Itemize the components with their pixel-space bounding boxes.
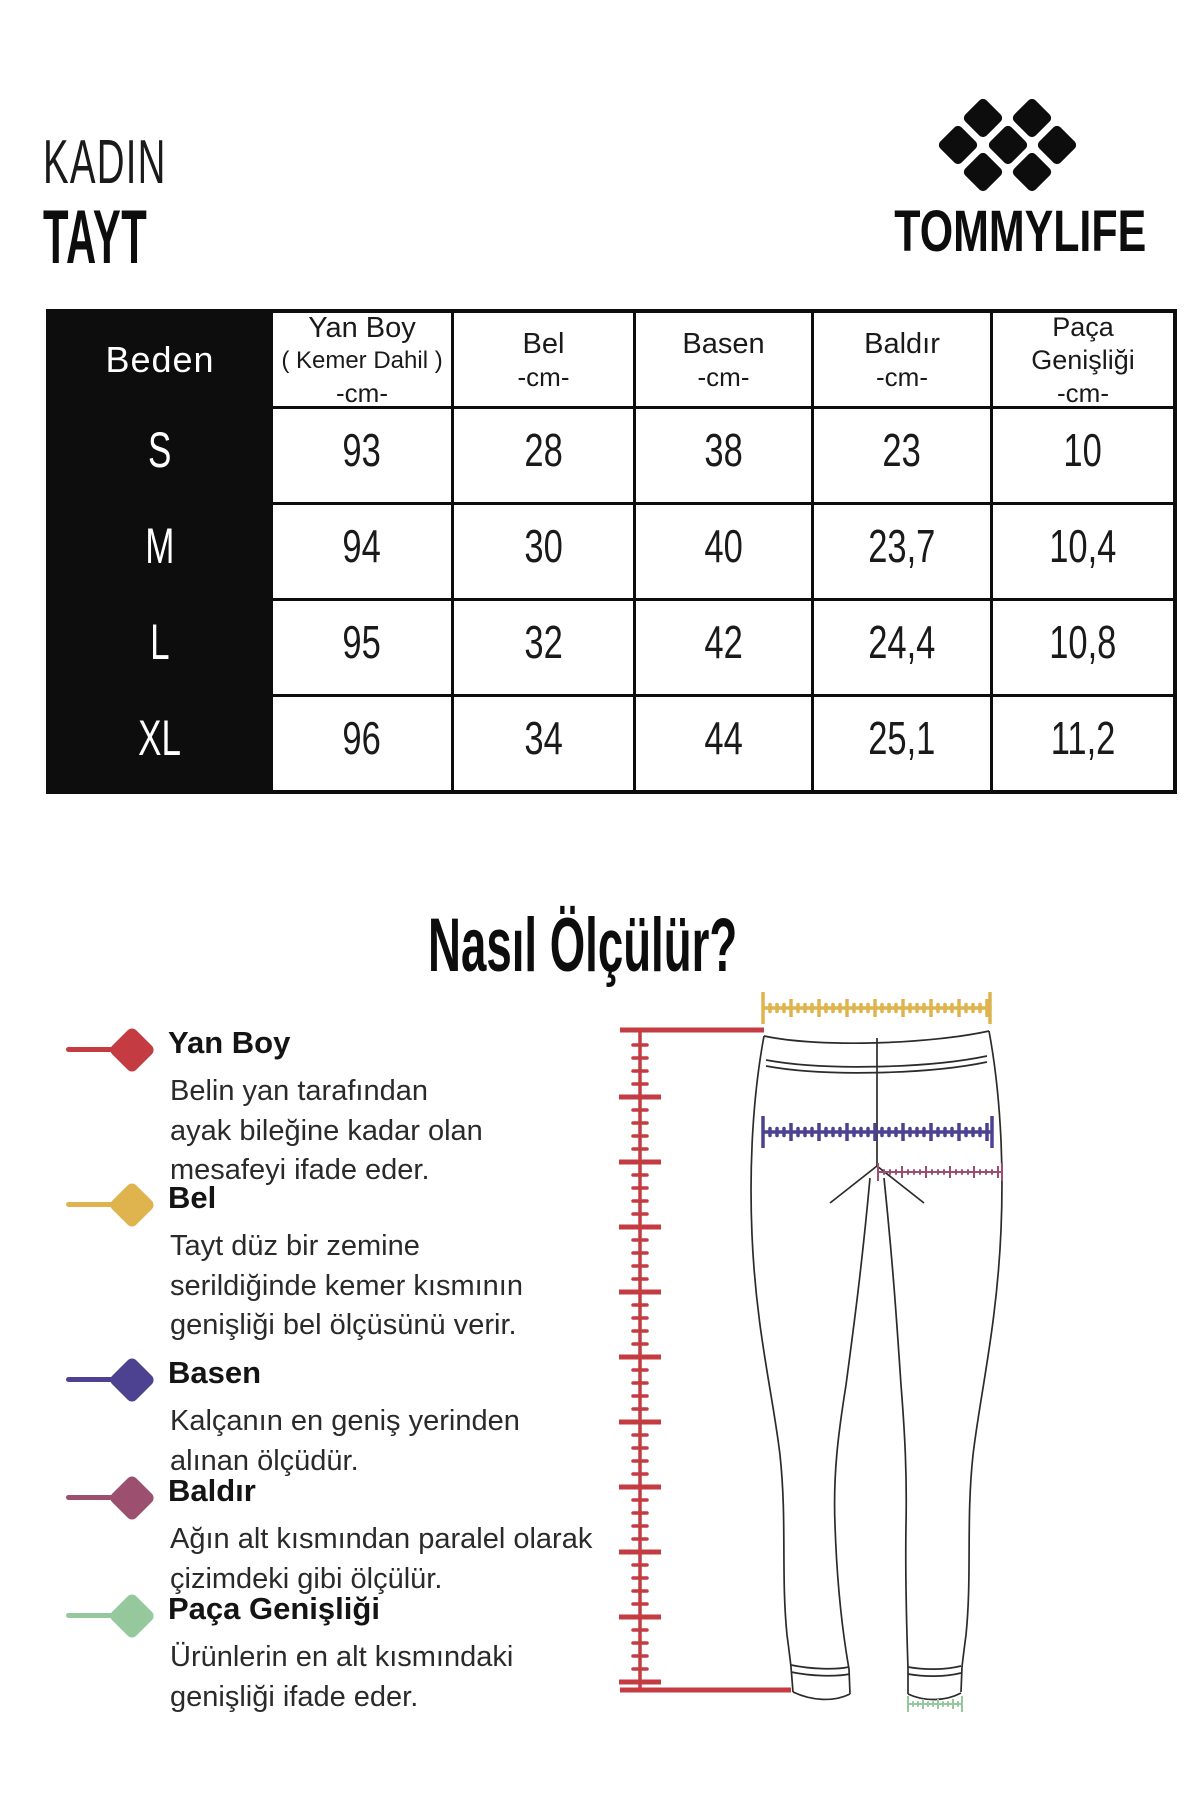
legend-item-description: Kalçanın en geniş yerinden alınan ölçüdür. — [170, 1405, 520, 1477]
brand-logo — [850, 198, 1167, 265]
table-corner-cell — [50, 313, 270, 406]
table-cell: 23 — [814, 409, 990, 502]
legend-item-name: Paça Genişliği — [168, 1591, 380, 1626]
table-cell: 96 — [273, 697, 451, 790]
how-to-measure-title: Nasıl Ölçülür? — [428, 903, 738, 988]
table-cell: 11,2 — [993, 697, 1173, 790]
bel-diamond-icon — [108, 1181, 156, 1229]
legend-item-name: Yan Boy — [168, 1025, 291, 1060]
legend-item-description: Ürünlerin en alt kısmındaki genişliği ifade eder. — [170, 1641, 514, 1713]
paca-genisligi-diamond-icon — [108, 1592, 156, 1640]
table-cell: 95 — [273, 601, 451, 694]
legend-item-description: Tayt düz bir zemine serildiğinde kemer kısmının genişliği bel ölçüsünü verir. — [170, 1230, 523, 1341]
size-label-s: S — [50, 409, 270, 502]
ruler-basen — [763, 1116, 992, 1148]
header-cell-yan-boy: Yan Boy ( Kemer Dahil ) -cm- — [273, 313, 451, 406]
legend-item-name: Baldır — [168, 1473, 256, 1508]
legend-item-bel — [0, 1180, 560, 1340]
table-cell: 28 — [454, 409, 633, 502]
header-cell-baldir: Baldır -cm- — [814, 313, 990, 406]
yan-boy-diamond-icon — [108, 1026, 156, 1074]
table-cell: 44 — [636, 697, 811, 790]
table-cell: 32 — [454, 601, 633, 694]
legend-item-name: Basen — [168, 1355, 262, 1390]
baldir-diamond-icon — [108, 1474, 156, 1522]
header-cell-paca-genisligi: Paça Genişliği -cm- — [993, 313, 1173, 406]
table-cell: 93 — [273, 409, 451, 502]
size-label-m: M — [50, 505, 270, 598]
table-cell: 10,4 — [993, 505, 1173, 598]
legend-item-description: Ağın alt kısmından paralel olarak çizimdeki gibi ölçülür. — [170, 1523, 593, 1595]
table-cell: 94 — [273, 505, 451, 598]
table-cell: 42 — [636, 601, 811, 694]
ruler-yan-boy — [619, 1030, 791, 1690]
size-label-l: L — [50, 601, 270, 694]
size-label-xl: XL — [50, 697, 270, 790]
table-cell: 40 — [636, 505, 811, 598]
table-cell: 34 — [454, 697, 633, 790]
table-cell: 24,4 — [814, 601, 990, 694]
ruler-baldir — [878, 1163, 1002, 1181]
leggings-outline — [751, 1031, 1002, 1700]
legend-item-description: Belin yan tarafından ayak bileğine kadar olan mesafeyi ifade eder. — [170, 1075, 483, 1186]
table-cell: 10 — [993, 409, 1173, 502]
table-cell: 30 — [454, 505, 633, 598]
table-cell: 25,1 — [814, 697, 990, 790]
table-cell: 10,8 — [993, 601, 1173, 694]
header-cell-bel: Bel -cm- — [454, 313, 633, 406]
basen-diamond-icon — [108, 1356, 156, 1404]
brand-category-text: KADIN — [43, 128, 167, 197]
size-table — [46, 309, 1177, 794]
table-cell: 38 — [636, 409, 811, 502]
header-cell-basen: Basen -cm- — [636, 313, 811, 406]
ruler-bel — [763, 992, 990, 1024]
ruler-paca-genisligi — [908, 1696, 962, 1712]
table-cell: 23,7 — [814, 505, 990, 598]
legend-item-name: Bel — [168, 1180, 217, 1215]
brand-logo-text: TOMMYLIFE — [894, 199, 1147, 264]
size-column-header: Beden — [105, 338, 215, 380]
legend-item-paca-genisligi — [0, 1591, 560, 1751]
brand-product-text: TAYT — [43, 195, 148, 280]
legend-item-yan-boy — [0, 1025, 560, 1185]
